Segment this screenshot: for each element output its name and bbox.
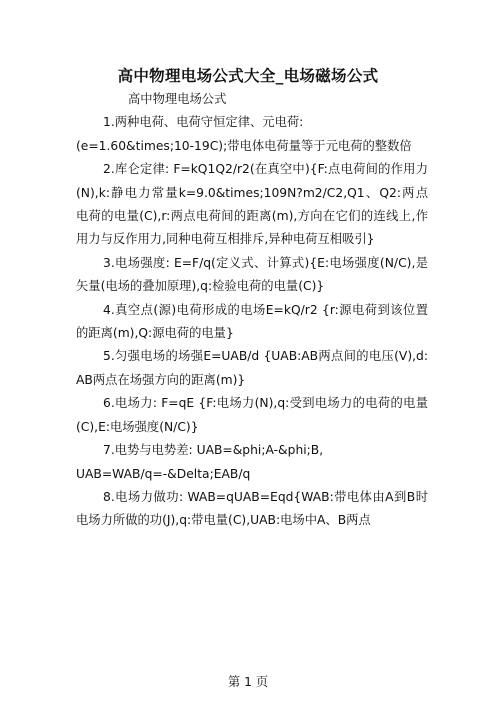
paragraph-7: 6.电场力: F=qE {F:电场力(N),q:受到电场力的电荷的电量(C),E:电场强度(N/C)}: [76, 396, 428, 434]
paragraph-4: 3.电场强度: E=F/q(定义式、计算式){E:电场强度(N/C),是矢量(电场的叠加原理),q:检验电荷的电量(C)}: [76, 255, 428, 294]
paragraph-3: 2.库仑定律: F=kQ1Q2/r2(在真空中){F:点电荷间的作用力(N),k:静电力常量k=9.0&times;109N?m2/C2,Q1、Q2:两点电荷的电量(C),r:两点电荷间的距离(m),方向在它们的连线上,作用力与反作用力,同种电荷互相排斥,异种电荷互相吸引}: [76, 162, 428, 247]
page-number: 第 1 页: [227, 675, 269, 689]
paragraph-1: 1.两种电荷、电荷守恒定律、元电荷:: [103, 115, 304, 130]
paragraph-8: 7.电势与电势差: UAB=&phi;A-&phi;B,: [103, 443, 324, 458]
paragraph-6: 5.匀强电场的场强E=UAB/d {UAB:AB两点间的电压(V),d:AB两点在场强方向的距离(m)}: [76, 349, 428, 387]
document-title: 高中物理电场公式大全_电场磁场公式: [117, 67, 379, 85]
paragraph-2: (e=1.60&times;10-19C);带电体电荷量等于元电荷的整数倍: [76, 138, 412, 153]
subtitle-paragraph: 高中物理电场公式: [128, 92, 227, 106]
paragraph-10: 8.电场力做功: WAB=qUAB=Eqd{WAB:带电体由A到B时电场力所做的功(J),q:带电量(C),UAB:电场中A、B两点: [76, 489, 428, 528]
paragraph-5: 4.真空点(源)电荷形成的电场E=kQ/r2 {r:源电荷到该位置的距离(m),Q:源电荷的电量}: [76, 302, 428, 341]
paragraph-9: UAB=WAB/q=-&Delta;EAB/q: [76, 466, 251, 481]
document-body: [76, 88, 428, 533]
